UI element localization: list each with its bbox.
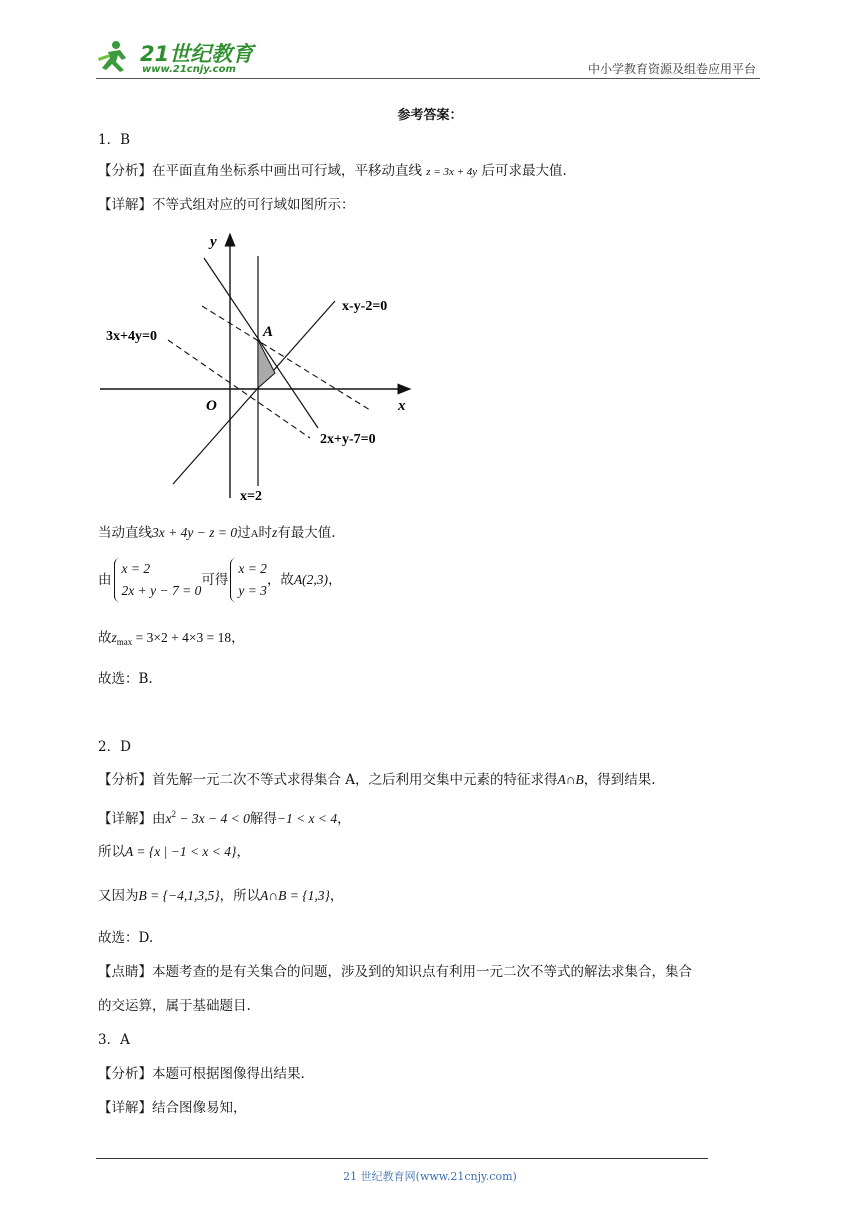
q1-analysis: 【分析】在平面直角坐标系中画出可行域，平移动直线 z = 3x + 4y 后可求最大值. <box>98 163 567 179</box>
label-line-x-y-2: x-y-2=0 <box>342 299 388 314</box>
analysis-tag: 【分析】 <box>98 163 152 179</box>
detail-tag: 【详解】 <box>98 811 152 827</box>
q1-zmax: 故$z_{max} = 3\times 2 + 4\times 3 = 18$， <box>98 630 245 647</box>
solution-system: x = 2 y = 3 <box>228 558 267 602</box>
q3-analysis: 【分析】本题可根据图像得出结果. <box>98 1066 305 1082</box>
q1-choose: 故选：B. <box>98 671 153 687</box>
line-x-minus-y <box>173 301 335 484</box>
label-y: y <box>210 234 217 250</box>
q3-detail: 【详解】结合图像易知， <box>98 1100 247 1116</box>
footer-divider <box>96 1158 708 1159</box>
line-objective-dashed <box>202 306 370 410</box>
q2-analysis: 【分析】首先解一元二次不等式求得集合 A，之后利用交集中元素的特征求得A∩B，得到结果. <box>98 772 656 788</box>
detail-tag: 【详解】 <box>98 197 152 213</box>
q2-choose: 故选：D. <box>98 930 154 946</box>
q2-comment: 【点睛】本题考查的是有关集合的问题，涉及到的知识点有利用一元二次不等式的解法求集合，集合 <box>98 964 692 980</box>
label-line-x-2: x=2 <box>240 489 262 504</box>
q3-answer: 3．A <box>98 1032 130 1048</box>
analysis-tag: 【分析】 <box>98 1066 152 1082</box>
feasible-region-graph <box>98 228 418 508</box>
q1-text-max: 当动直线3x + 4y − z = 0过A时z有最大值. <box>98 525 336 541</box>
logo-url: www.21cnjy.com <box>142 64 236 75</box>
q2-detail: 【详解】由$x^2 - 3x - 4 < 0$解得−1 < x < 4， <box>98 809 351 827</box>
label-origin: O <box>206 398 217 414</box>
line-2x-plus-y <box>204 258 318 428</box>
formula: 3x + 4y − z = 0 <box>152 525 238 540</box>
equation-system: x = 2 2x + y − 7 = 0 <box>112 558 202 602</box>
q1-detail: 【详解】不等式组对应的可行域如图所示： <box>98 197 355 213</box>
logo-text: 21世纪教育 <box>140 42 254 66</box>
header-divider <box>96 78 760 79</box>
detail-tag: 【详解】 <box>98 1100 152 1116</box>
q1-system-solve: 由 x = 2 2x + y − 7 = 0 可得 x = 2 y = 3 ，故A(2,3)， <box>98 558 342 602</box>
formula: z = 3x + 4y <box>426 166 478 178</box>
label-point-a: A <box>263 324 274 340</box>
feasible-region <box>258 340 275 388</box>
q2-set-a: 所以A = {x | −1 < x < 4}， <box>98 844 250 860</box>
footer-link[interactable]: 21 世纪教育网(www.21cnjy.com) <box>343 1170 517 1183</box>
q2-intersection: 又因为B = {−4,1,3,5}，所以A∩B = {1,3}， <box>98 888 344 904</box>
q1-answer: 1．B <box>98 132 131 148</box>
comment-tag: 【点睛】 <box>98 964 152 980</box>
q2-answer: 2．D <box>98 739 131 755</box>
formula: A∩B <box>557 772 584 787</box>
q2-comment-cont: 的交运算，属于基础题目. <box>98 998 251 1014</box>
analysis-tag: 【分析】 <box>98 772 152 788</box>
label-line-3x-4y: 3x+4y=0 <box>106 329 157 344</box>
site-logo <box>96 36 256 78</box>
label-x: x <box>398 398 406 414</box>
page-title: 参考答案： <box>397 108 463 123</box>
label-line-2x-y-7: 2x+y-7=0 <box>320 432 376 447</box>
header-platform-text: 中小学教育资源及组卷应用平台 <box>587 62 756 76</box>
